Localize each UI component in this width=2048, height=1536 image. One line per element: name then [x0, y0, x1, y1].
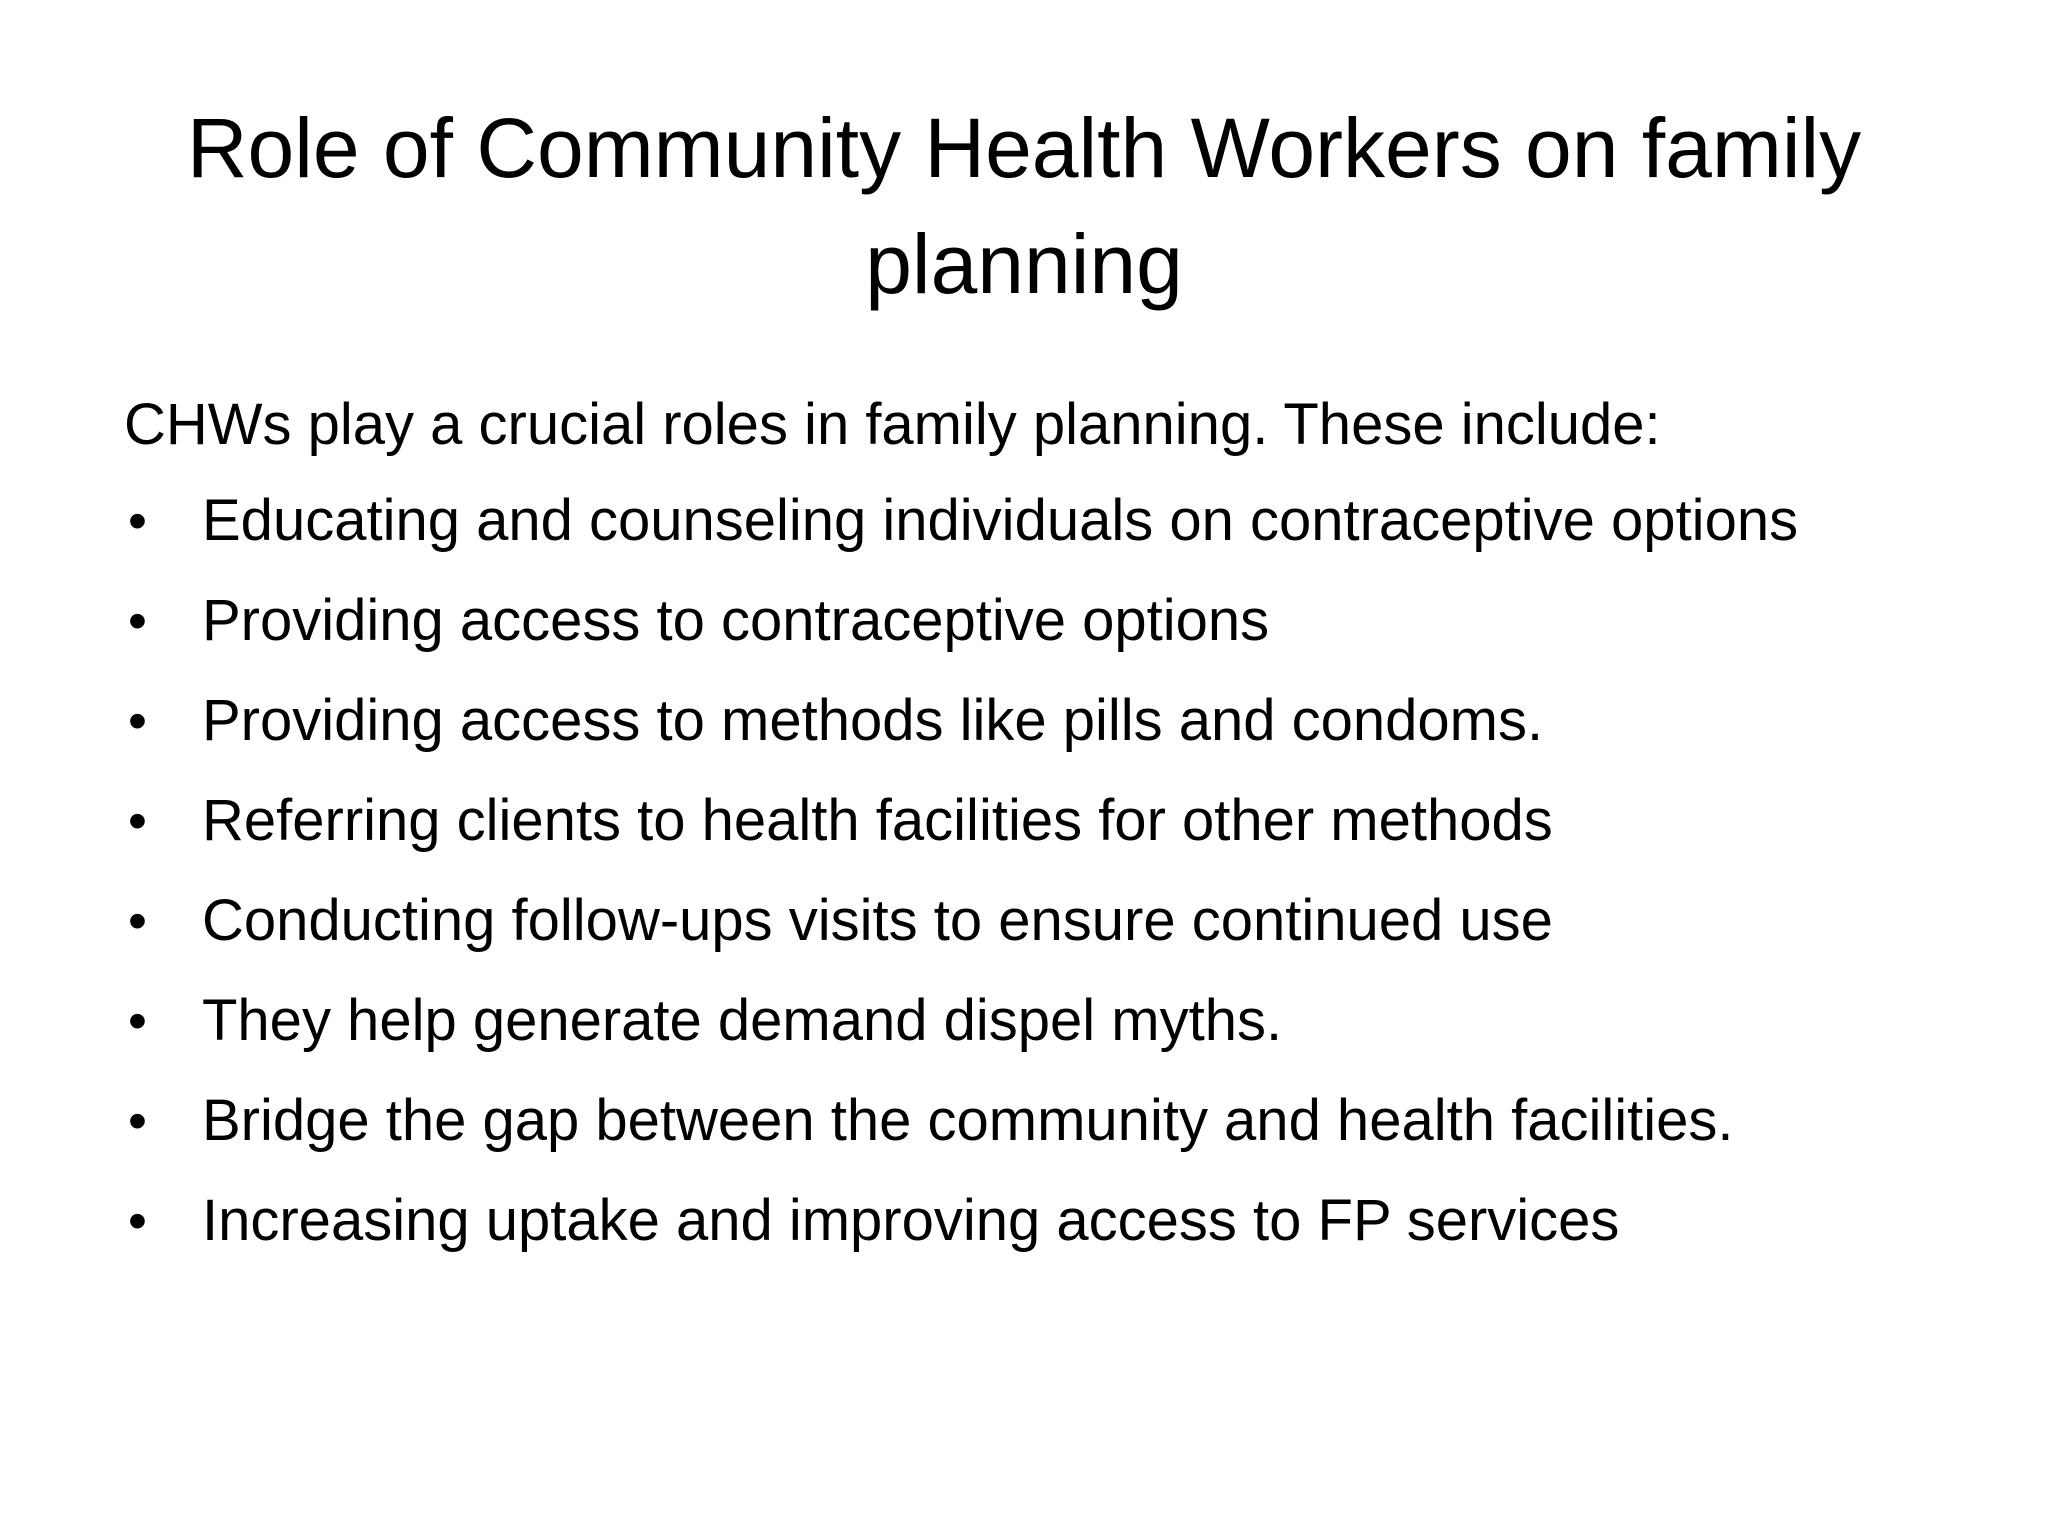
bullet-item: [124, 776, 1944, 866]
bullet-item: [124, 976, 1944, 1066]
bullet-icon: •: [128, 991, 147, 1051]
bullet-item: [124, 876, 1944, 966]
bullet-icon: •: [128, 1091, 147, 1151]
slide-title: Role of Community Health Workers on family planning: [186, 101, 1862, 311]
bullet-text: Referring clients to health facilities for other methods: [202, 788, 1553, 853]
bullet-list: [124, 476, 1944, 1266]
bullet-icon: •: [128, 591, 147, 651]
bullet-text: Providing access to methods like pills and condoms.: [202, 688, 1544, 753]
bullet-text: Educating and counseling individuals on contraceptive options: [202, 488, 1799, 553]
bullet-item: [124, 1076, 1944, 1166]
bullet-item: [124, 676, 1944, 766]
bullet-item: [124, 476, 1944, 566]
bullet-item: [124, 576, 1944, 666]
bullet-text: They help generate demand dispel myths.: [202, 988, 1283, 1053]
bullet-icon: •: [128, 491, 147, 551]
bullet-text: Increasing uptake and improving access to FP services: [202, 1188, 1620, 1253]
bullet-item: [124, 1176, 1944, 1266]
bullet-text: Conducting follow-ups visits to ensure continued use: [202, 888, 1553, 953]
bullet-icon: •: [128, 691, 147, 751]
bullet-text: Providing access to contraceptive options: [202, 588, 1270, 653]
intro-text: CHWs play a crucial roles in family planning. These include:: [124, 392, 1661, 457]
bullet-text: Bridge the gap between the community and health facilities.: [202, 1088, 1734, 1153]
bullet-icon: •: [128, 1191, 147, 1251]
bullet-icon: •: [128, 891, 147, 951]
slide-body: [124, 380, 1944, 1276]
bullet-icon: •: [128, 791, 147, 851]
